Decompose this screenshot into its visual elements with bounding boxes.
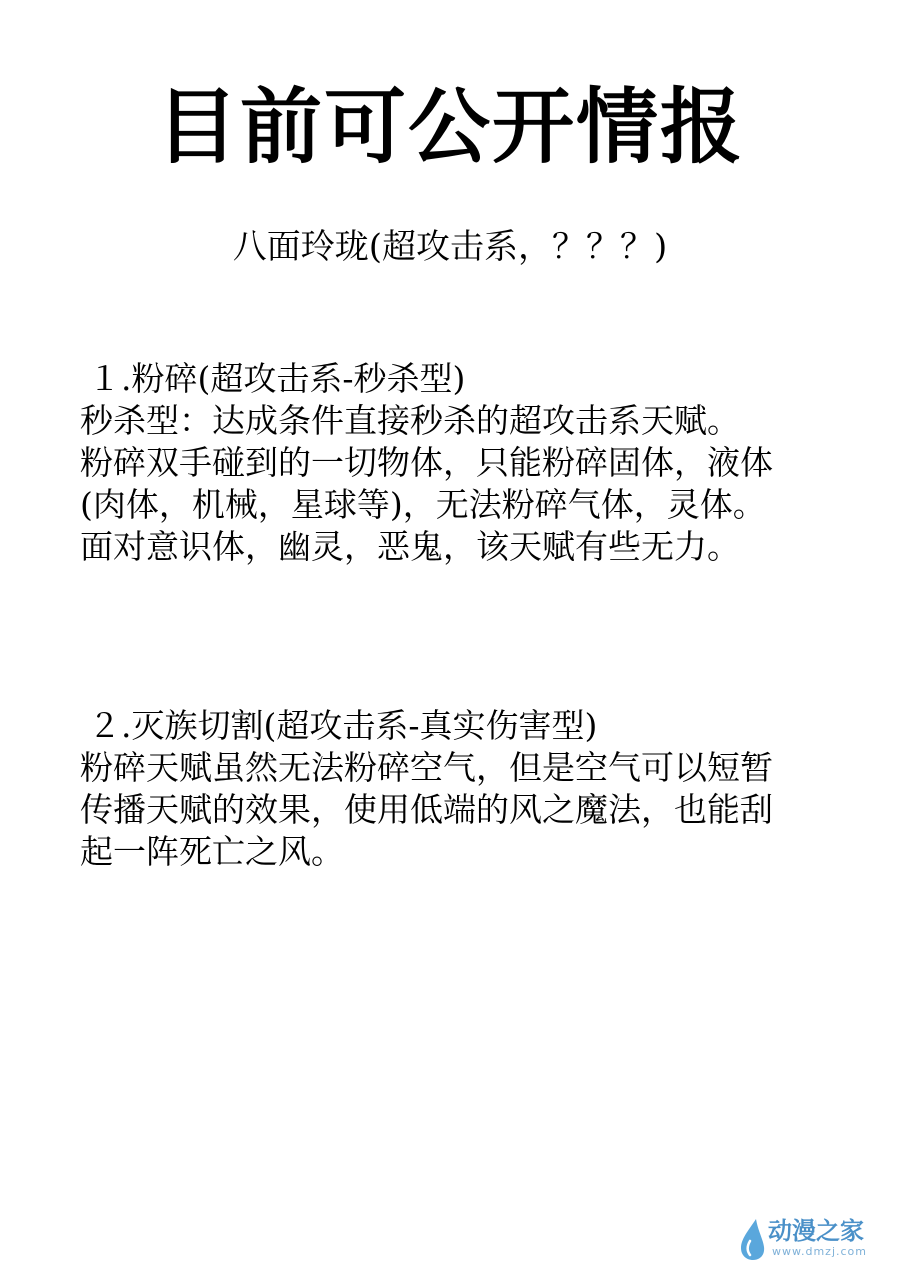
watermark-site-name: 动漫之家 bbox=[768, 1217, 864, 1245]
section-shatter bbox=[80, 358, 870, 568]
section-text-line: 秒杀型：达成条件直接秒杀的超攻击系天赋。 bbox=[80, 401, 740, 440]
page-title: 目前可公开情报 bbox=[155, 80, 744, 175]
section-extinction-cut bbox=[80, 705, 870, 873]
page-subtitle: 八面玲珑(超攻击系，？？？) bbox=[232, 227, 668, 267]
section-heading: １.粉碎(超攻击系-秒杀型) bbox=[88, 359, 466, 398]
watermark-site-url: www.dmzj.com bbox=[772, 1245, 867, 1258]
section-text-line: (肉体，机械，星球等)，无法粉碎气体，灵体。 bbox=[80, 485, 766, 524]
section-text-line: 面对意识体，幽灵，恶鬼，该天赋有些无力。 bbox=[80, 527, 740, 566]
section-text-line: 粉碎天赋虽然无法粉碎空气，但是空气可以短暂 bbox=[80, 748, 773, 787]
water-drop-icon bbox=[738, 1217, 768, 1261]
site-watermark bbox=[738, 1217, 888, 1261]
section-text-line: 传播天赋的效果，使用低端的风之魔法，也能刮 bbox=[80, 790, 773, 829]
section-heading: ２.灭族切割(超攻击系-真实伤害型) bbox=[88, 706, 598, 745]
section-text-line: 粉碎双手碰到的一切物体，只能粉碎固体，液体 bbox=[80, 443, 773, 482]
section-text-line: 起一阵死亡之风。 bbox=[80, 832, 344, 871]
